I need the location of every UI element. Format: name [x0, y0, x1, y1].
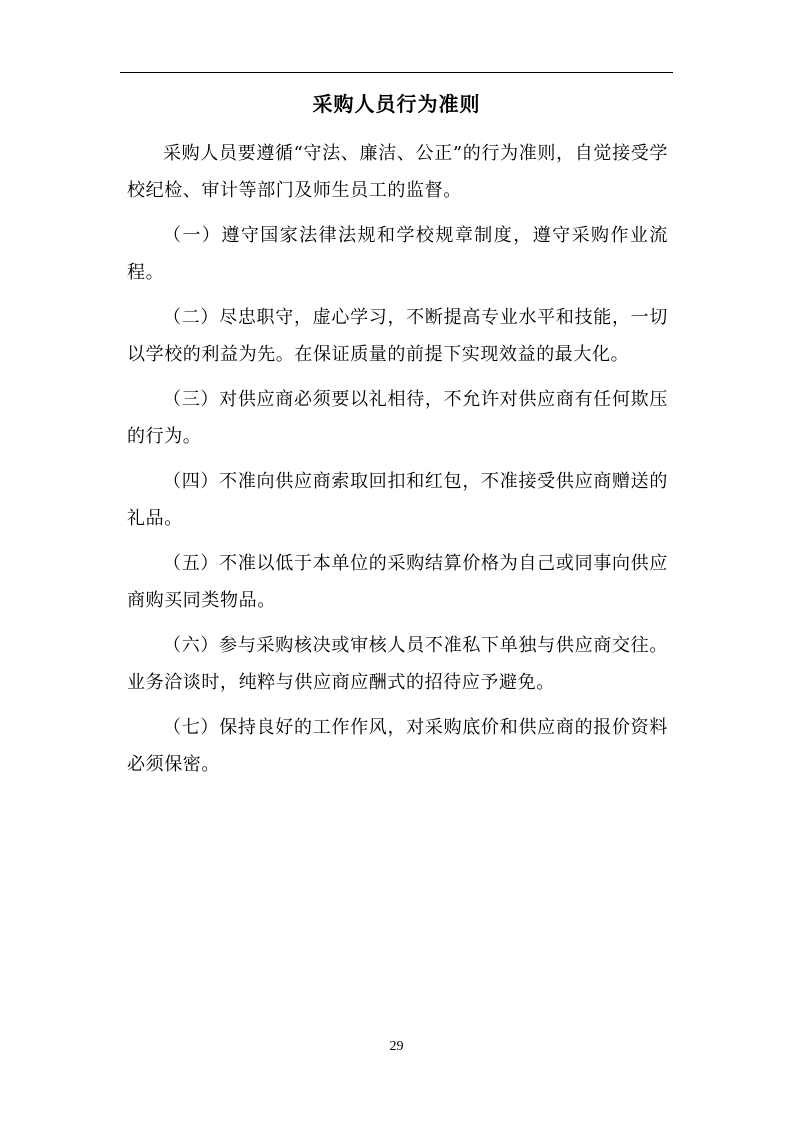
rule-paragraph-4: （四）不准向供应商索取回扣和红包，不准接受供应商赠送的礼品。 — [127, 471, 668, 529]
rule-paragraph-6: （六）参与采购核决或审核人员不准私下单独与供应商交往。业务洽谈时，纯粹与供应商应酬式的招待应予避免。 — [127, 635, 668, 693]
rule-paragraph-2: （二）尽忠职守，虚心学习，不断提高专业水平和技能，一切以学校的利益为先。在保证质量的前提下实现效益的最大化。 — [127, 307, 668, 365]
header-rule — [120, 72, 673, 73]
rule-paragraph-1: （一）遵守国家法律法规和学校规章制度，遵守采购作业流程。 — [127, 225, 668, 283]
rule-paragraph-5: （五）不准以低于本单位的采购结算价格为自己或同事向供应商购买同类物品。 — [127, 553, 668, 611]
rule-paragraph-7: （七）保持良好的工作作风，对采购底价和供应商的报价资料必须保密。 — [127, 717, 668, 775]
document-body — [127, 135, 668, 791]
page-title: 采购人员行为准则 — [312, 92, 481, 116]
page-number: 29 — [389, 1039, 404, 1054]
intro-paragraph: 采购人员要遵循“守法、廉洁、公正”的行为准则，自觉接受学校纪检、审计等部门及师生员工的监督。 — [127, 143, 668, 201]
rule-paragraph-3: （三）对供应商必须要以礼相待，不允许对供应商有任何欺压的行为。 — [127, 389, 668, 447]
